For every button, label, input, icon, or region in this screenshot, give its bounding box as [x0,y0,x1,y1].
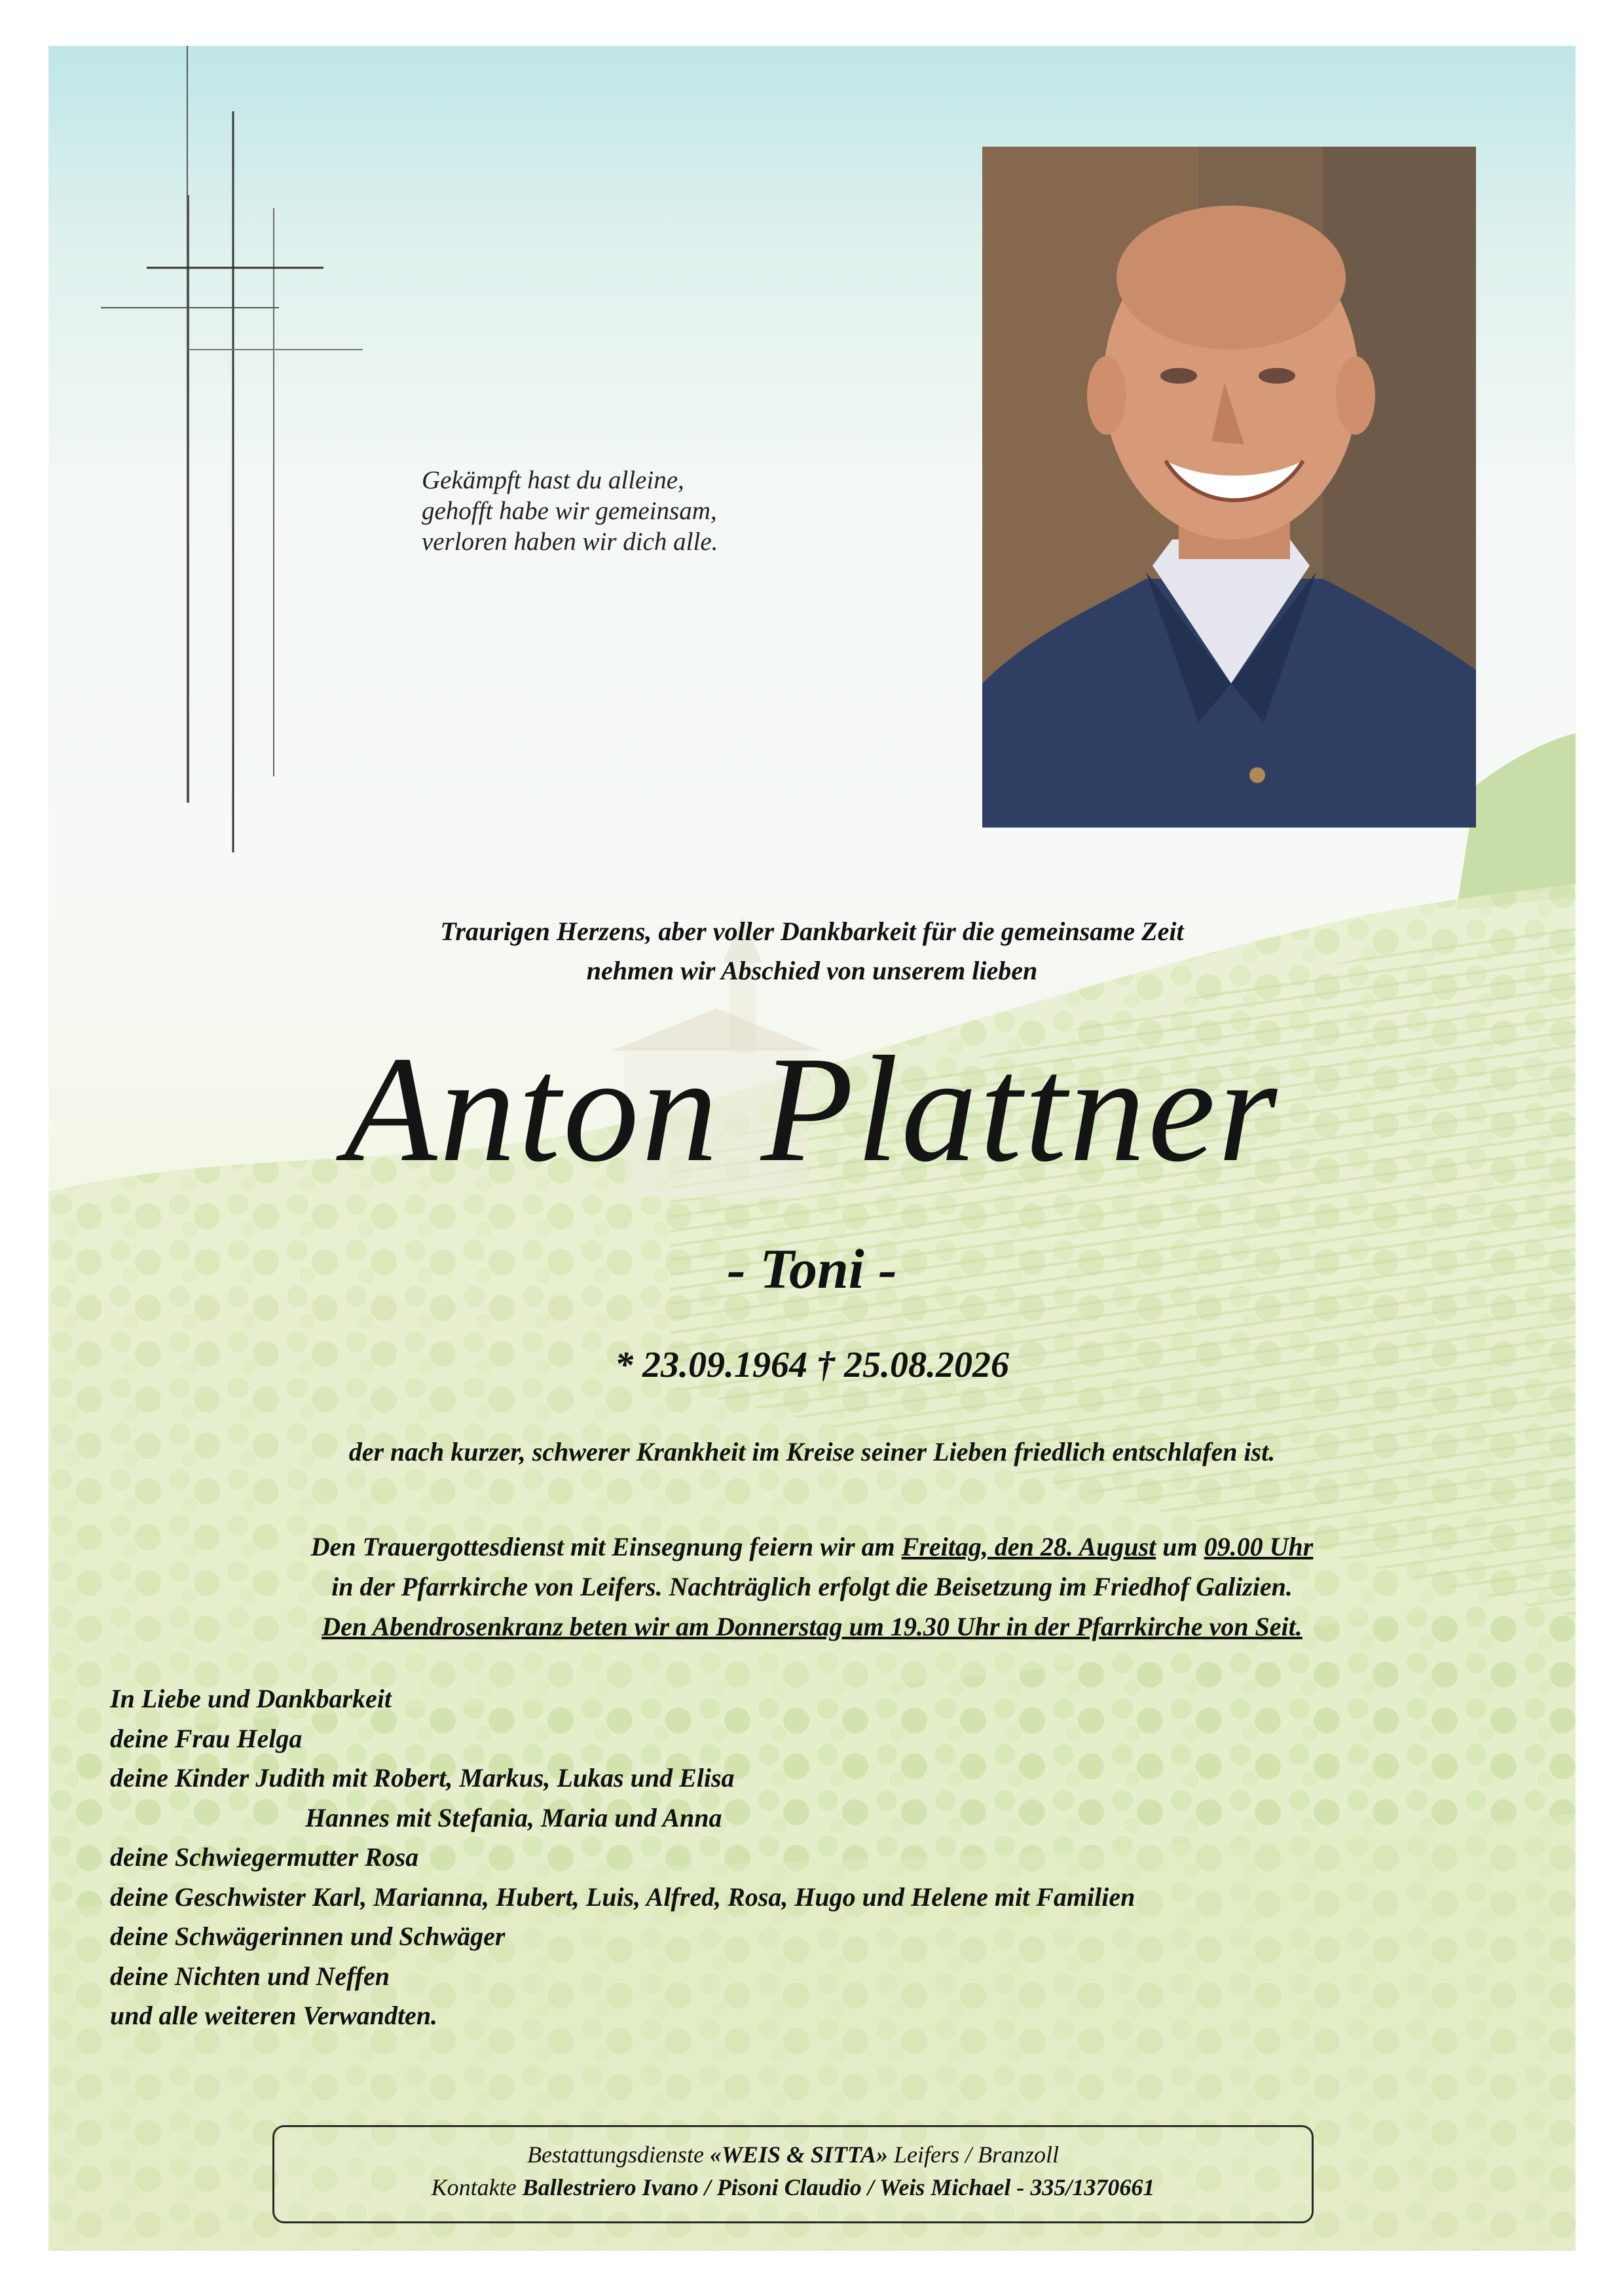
quote-line: verloren haben wir dich alle. [422,528,718,556]
obituary-card [48,46,1576,2251]
service-time: 09.00 Uhr [1204,1532,1314,1561]
memorial-quote [422,465,946,557]
service-line-1: Den Trauergottesdienst mit Einsegnung feiern wir am Freitag, den 28. August um 09.00 Uhr [310,1532,1314,1561]
mourner-line: deine Frau Helga [110,1723,303,1753]
funeral-home-line: Bestattungsdienste «WEIS & SITTA» Leifers / Branzoll [526,2141,1060,2168]
cross-icon [48,46,441,897]
mourner-line: Hannes mit Stefania, Maria und Anna [305,1802,722,1832]
life-dates: * 23.09.1964 † 25.08.2026 [615,1345,1009,1385]
mourner-line: und alle weiteren Verwandten. [110,2001,438,2030]
passing-statement: der nach kurzer, schwerer Krankheit im Kreise seiner Lieben friedlich entschlafen ist. [348,1437,1276,1467]
portrait-photo [982,147,1476,828]
intro-line: nehmen wir Abschied von unserem lieben [586,956,1038,985]
mourner-line: deine Schwiegermutter Rosa [110,1842,419,1872]
deceased-name: Anton Plattner [344,1025,1280,1194]
deceased-nickname: - Toni - [727,1237,897,1300]
mourner-line: deine Nichten und Neffen [110,1961,390,1991]
mourner-line: deine Schwägerinnen und Schwäger [110,1922,506,1951]
funeral-home-name: «WEIS & SITTA» [709,2141,889,2168]
service-line-3: Den Abendrosenkranz beten wir am Donnerstag um 19.30 Uhr in der Pfarrkirche von Seit. [322,1612,1302,1641]
quote-line: gehofft habe wir gemeinsam, [422,497,717,525]
service-date: Freitag, den 28. August [901,1532,1156,1561]
contacts-names: Ballestriero Ivano / Pisoni Claudio / Weis Michael - 335/1370661 [522,2174,1155,2200]
intro-line: Traurigen Herzens, aber voller Dankbarkeit für die gemeinsame Zeit [440,917,1184,946]
mourner-line: deine Geschwister Karl, Marianna, Hubert, Luis, Alfred, Rosa, Hugo und Helene mit Familien [110,1882,1135,1912]
mourner-line: deine Kinder Judith mit Robert, Markus, Lukas und Elisa [110,1763,735,1793]
mourners-list [110,1679,1551,2036]
portrait-illustration [982,147,1476,828]
quote-line: Gekämpft hast du alleine, [422,466,684,494]
funeral-service-info [48,1527,1576,1647]
funeral-home-box [272,2125,1314,2223]
intro-text [48,912,1576,991]
service-line-2: in der Pfarrkirche von Leifers. Nachträglich erfolgt die Beisetzung im Friedhof Galizien. [331,1572,1293,1601]
mourner-line: In Liebe und Dankbarkeit [110,1684,392,1713]
contacts-line: Kontakte Ballestriero Ivano / Pisoni Claudio / Weis Michael - 335/1370661 [431,2174,1155,2200]
